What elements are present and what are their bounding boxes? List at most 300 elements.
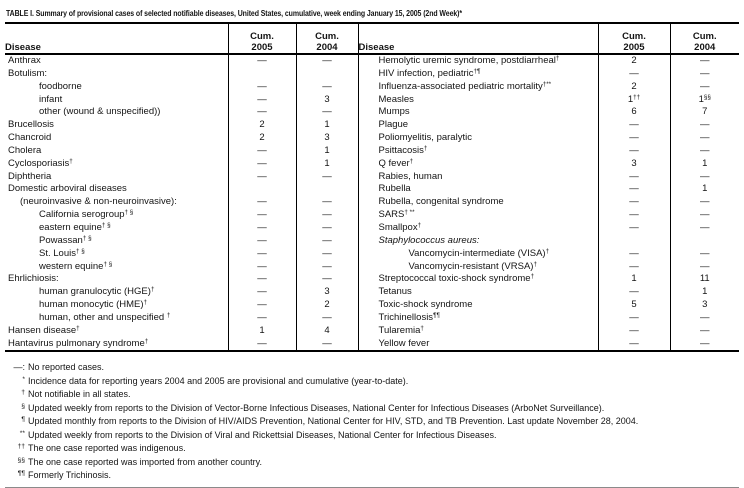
disease-cell-right [358, 132, 598, 145]
cum-2005-cell-right [598, 106, 670, 119]
cum-2005-cell-left [228, 54, 296, 68]
cum-2004-value: — [700, 132, 710, 144]
cum-2005-cell-left [228, 81, 296, 94]
cum-2005-cell-left [228, 132, 296, 145]
disease-name: California serogroup [39, 209, 125, 221]
disease-name: Rubella [378, 183, 411, 195]
footnote-marker-sup: † § [103, 260, 113, 268]
disease-cell-right [358, 158, 598, 171]
table-row [5, 106, 739, 119]
footnote-marker-sup: † [423, 144, 428, 152]
col-header-cum-2005-left [228, 23, 296, 54]
footnote-marker-sup: † [150, 286, 155, 294]
footnote-marker-sup: † [545, 247, 550, 255]
cum-2005-value: — [629, 144, 639, 156]
cum-2005-value: — [257, 55, 267, 66]
cum-2005-value: — [629, 286, 639, 298]
cum-2004-value: 1 [698, 93, 704, 105]
disease-name: Ehrlichiosis: [8, 273, 59, 285]
cum-2004-value: — [322, 106, 332, 118]
cum-2005-value: — [629, 196, 639, 208]
disease-name: SARS [378, 209, 405, 221]
cum-2005-cell-left [228, 338, 296, 352]
cum-2005-value: — [629, 67, 639, 79]
disease-cell-left [5, 171, 228, 184]
cum-2005-cell-right [598, 145, 670, 158]
cum-2005-cell-right [598, 132, 670, 145]
disease-cell-left [5, 196, 228, 209]
value-sup: †† [633, 93, 641, 101]
cum-2004-value: 1 [702, 157, 708, 169]
cum-2004-value: — [700, 311, 710, 323]
cum-2005-value: — [257, 247, 267, 259]
table-row [5, 145, 739, 158]
disease-cell-left [5, 132, 228, 145]
cum-2004-cell-left [296, 248, 358, 261]
cum-2005-cell-right [598, 273, 670, 286]
cum-2005-cell-right [598, 68, 670, 81]
disease-name: Plague [378, 119, 409, 131]
cum-2004-cell-right [670, 171, 739, 184]
disease-cell-right [358, 312, 598, 325]
cum-label: Cum. [250, 31, 274, 42]
footnote-marker-sup: †** [542, 80, 552, 88]
disease-name: foodborne [39, 80, 82, 92]
cum-2004-cell-right [670, 286, 739, 299]
cum-2005-cell-left [228, 286, 296, 299]
cum-2004-cell-right [670, 54, 739, 68]
footnote-marker-sup: † [76, 324, 80, 332]
disease-cell-right [358, 145, 598, 158]
cum-2004-value: — [700, 119, 710, 131]
disease-cell-right [358, 325, 598, 338]
cum-2004-value: — [322, 55, 332, 66]
disease-name: Anthrax [8, 55, 41, 66]
disease-name: Streptococcal toxic-shock syndrome [378, 273, 531, 285]
footnote-marker: † [21, 389, 25, 397]
cum-2005-cell-left [228, 145, 296, 158]
footnote [8, 428, 739, 442]
cum-2004-cell-left [296, 158, 358, 171]
cum-2004-cell-right [670, 312, 739, 325]
cum-2004-value: — [700, 324, 710, 336]
footnote-marker-sup: † § [124, 209, 134, 217]
cum-2004-value: 4 [324, 324, 330, 336]
footnote-marker-sup: † [533, 260, 537, 268]
cum-2004-cell-right [670, 145, 739, 158]
cum-label: Cum. [692, 31, 717, 42]
disease-name: Smallpox [378, 221, 418, 233]
cum-2004-value: — [700, 144, 710, 156]
table-row [5, 119, 739, 132]
cum-2004-cell-right [670, 94, 739, 107]
cum-2005-cell-right [598, 299, 670, 312]
disease-name: Q fever [378, 157, 410, 169]
cum-2005-value: — [257, 144, 267, 156]
cum-2005-cell-left [228, 209, 296, 222]
disease-name: Vancomycin-resistant (VRSA) [408, 260, 534, 272]
disease-cell-right [358, 196, 598, 209]
disease-name: Tularemia [378, 324, 421, 336]
footnote-text: Updated weekly from reports to the Division of Vector-Borne Infectious Diseases, National Center for Infectious Diseases (ArboNet Surveillance). [28, 402, 605, 413]
cum-2005-cell-left [228, 325, 296, 338]
disease-cell-left [5, 94, 228, 107]
footnote-marker-sup: † ** [404, 209, 415, 217]
disease-name: Chancroid [8, 132, 52, 144]
cum-2005-cell-right [598, 325, 670, 338]
disease-cell-left [5, 54, 228, 68]
disease-name: human monocytic (HME) [39, 299, 144, 311]
disease-name: Mumps [378, 106, 410, 118]
cum-2004-cell-left [296, 222, 358, 235]
cum-2005-cell-left [228, 68, 296, 81]
disease-name: Hemolytic uremic syndrome, postdiarrheal [378, 55, 556, 66]
table-row [5, 299, 739, 312]
cum-2004-value: 3 [324, 132, 330, 144]
value-sup: §§ [703, 93, 711, 101]
disease-name: Trichinellosis [378, 311, 434, 323]
cum-2005-value: — [629, 337, 639, 349]
cum-2004-value: — [700, 196, 710, 208]
cum-2004-cell-right [670, 183, 739, 196]
cum-2004-cell-right [670, 81, 739, 94]
cum-2005-value: 1 [631, 273, 637, 285]
footnote [8, 374, 739, 388]
cum-2004-value: — [700, 260, 710, 272]
cum-2004-cell-left [296, 145, 358, 158]
cum-2004-value: 3 [324, 93, 330, 105]
cum-2004-cell-left [296, 261, 358, 274]
cum-2004-cell-left [296, 338, 358, 352]
disease-name: Brucellosis [8, 119, 54, 131]
cum-2004-cell-right [670, 248, 739, 261]
table-row [5, 81, 739, 94]
disease-name: Powassan [39, 234, 83, 246]
cum-2005-cell-left [228, 106, 296, 119]
disease-cell-right [358, 273, 598, 286]
cum-2005-cell-left [228, 171, 296, 184]
cum-2004-cell-left [296, 235, 358, 248]
cum-2005-cell-right [598, 235, 670, 248]
cum-2004-cell-right [670, 158, 739, 171]
disease-name: infant [39, 93, 63, 105]
cum-2005-value: — [629, 119, 639, 131]
cum-2004-cell-left [296, 299, 358, 312]
disease-cell-right [358, 338, 598, 352]
cum-2005-value: — [629, 183, 639, 195]
disease-name: western equine [39, 260, 104, 272]
disease-cell-left [5, 299, 228, 312]
table-row [5, 132, 739, 145]
notifiable-diseases-table [5, 22, 739, 352]
cum-2004-cell-left [296, 273, 358, 286]
cum-2004-cell-right [670, 132, 739, 145]
cum-2005-cell-right [598, 158, 670, 171]
disease-cell-right [358, 248, 598, 261]
disease-name: Vancomycin-intermediate (VISA) [408, 247, 546, 259]
disease-cell-right [358, 209, 598, 222]
cum-2004-value: 7 [702, 106, 708, 118]
footnote [8, 468, 739, 482]
cum-2004-cell-left [296, 183, 358, 196]
disease-name: Staphylococcus aureus: [378, 234, 480, 246]
disease-cell-right [358, 261, 598, 274]
disease-cell-right [358, 68, 598, 81]
disease-cell-left [5, 158, 228, 171]
table-row [5, 312, 739, 325]
disease-cell-right [358, 235, 598, 248]
cum-2004-value: 1 [324, 119, 330, 131]
cum-2005-cell-right [598, 209, 670, 222]
footnote-text: Formerly Trichinosis. [28, 470, 112, 481]
cum-2005-value: — [257, 157, 267, 169]
cum-2004-cell-left [296, 81, 358, 94]
cum-2005-value: 5 [631, 299, 637, 311]
footnote-text: The one case reported was indigenous. [28, 443, 186, 454]
footnote-marker-sup: † § [101, 221, 111, 229]
table-row [5, 222, 739, 235]
cum-2005-cell-right [598, 261, 670, 274]
cum-2004-cell-left [296, 286, 358, 299]
year-2004-label: 2004 [694, 41, 716, 53]
cum-2005-cell-left [228, 94, 296, 107]
table-title: TABLE I. Summary of provisional cases of selected notifiable diseases, United States, cumulative, week ending January 15, 2005 (2nd Week)* [6, 8, 463, 18]
cum-2004-value: — [700, 80, 710, 92]
table-row [5, 235, 739, 248]
cum-2004-value: 1 [702, 286, 708, 298]
cum-2005-cell-right [598, 183, 670, 196]
table-row [5, 196, 739, 209]
header-row [5, 23, 739, 54]
cum-label: Cum. [622, 31, 646, 42]
footnote-marker-sup: † [166, 311, 171, 319]
footnote-text: No reported cases. [28, 362, 105, 373]
disease-name: Cholera [8, 144, 42, 156]
table-row [5, 248, 739, 261]
cum-2005-value: — [257, 337, 267, 349]
footnote-marker-sup: † [417, 221, 422, 229]
disease-cell-left [5, 183, 228, 196]
disease-cell-left [5, 145, 228, 158]
col-header-cum-2005-right [598, 23, 670, 54]
disease-name: Hansen disease [8, 324, 77, 336]
cum-2005-value: — [257, 234, 267, 246]
cum-2004-value: 3 [324, 286, 330, 298]
cum-2005-cell-left [228, 261, 296, 274]
disease-cell-left [5, 81, 228, 94]
disease-name: Measles [378, 93, 414, 105]
cum-2005-cell-right [598, 171, 670, 184]
footnote [8, 455, 739, 469]
footnote-marker: ¶¶ [17, 470, 25, 478]
cum-2004-cell-left [296, 312, 358, 325]
cum-2005-cell-right [598, 248, 670, 261]
year-2005-label: 2005 [623, 41, 645, 53]
footnote-text: Incidence data for reporting years 2004 and 2005 are provisional and cumulative (year-to-date). [28, 375, 409, 386]
cum-2004-cell-left [296, 94, 358, 107]
cum-2004-cell-right [670, 209, 739, 222]
cum-2005-cell-right [598, 338, 670, 352]
cum-2005-value: — [257, 80, 267, 92]
cum-2005-value: — [629, 221, 639, 233]
cum-2005-cell-right [598, 312, 670, 325]
disease-name: Diphtheria [8, 170, 52, 182]
cum-2004-cell-right [670, 196, 739, 209]
disease-name: Rabies, human [378, 170, 443, 182]
cum-2004-value: 1 [324, 144, 330, 156]
col-header-disease-right: Disease [358, 23, 598, 54]
table-body [5, 54, 739, 351]
table-row [5, 68, 739, 81]
footnote-marker-sup: † [420, 324, 424, 332]
cum-2005-value: 2 [259, 132, 265, 144]
cum-2005-value: 3 [631, 157, 637, 169]
cum-2004-value: 1 [702, 183, 708, 195]
table-row [5, 158, 739, 171]
cum-2005-cell-right [598, 222, 670, 235]
disease-cell-right [358, 54, 598, 68]
cum-2004-value: 2 [324, 299, 330, 311]
footnote-text: Updated weekly from reports to the Division of Viral and Rickettsial Diseases, National Center for Infectious Diseases. [28, 429, 497, 440]
cum-2005-cell-left [228, 312, 296, 325]
cum-2005-value: — [629, 324, 639, 336]
disease-cell-right [358, 222, 598, 235]
cum-2005-cell-left [228, 222, 296, 235]
table-row [5, 183, 739, 196]
cum-2005-cell-right [598, 54, 670, 68]
disease-name: St. Louis [39, 247, 76, 259]
cum-2004-value: — [700, 170, 710, 182]
cum-2004-value: — [322, 337, 332, 349]
cum-2004-cell-left [296, 54, 358, 68]
disease-name: eastern equine [39, 221, 102, 233]
disease-cell-right [358, 106, 598, 119]
cum-2005-value: — [629, 170, 639, 182]
cum-2004-value: — [322, 170, 332, 182]
cum-2004-cell-right [670, 68, 739, 81]
table-row [5, 209, 739, 222]
table-row [5, 54, 739, 68]
col-header-cum-2004-right [670, 23, 739, 54]
disease-cell-right [358, 119, 598, 132]
cum-2004-cell-right [670, 119, 739, 132]
cum-2004-value: — [322, 80, 332, 92]
disease-cell-right [358, 81, 598, 94]
disease-name: Domestic arboviral diseases [8, 183, 127, 195]
disease-cell-left [5, 248, 228, 261]
col-header-disease-left: Disease [5, 23, 228, 54]
table-row [5, 286, 739, 299]
disease-cell-left [5, 209, 228, 222]
footnote [8, 362, 739, 374]
footnote-marker-sup: †¶ [473, 67, 481, 75]
cum-2005-value: — [257, 273, 267, 285]
cum-2004-value: 11 [699, 273, 710, 285]
footnote-marker-sup: † [555, 55, 560, 62]
cum-2005-value: — [629, 260, 639, 272]
cum-2005-cell-left [228, 196, 296, 209]
footnote-marker: § [21, 402, 25, 410]
cum-2004-cell-right [670, 273, 739, 286]
disease-name: Botulism: [8, 67, 48, 79]
footnote-marker-sup: ¶¶ [433, 311, 440, 319]
footnote [8, 441, 739, 455]
disease-cell-left [5, 106, 228, 119]
footnote-text: The one case reported was imported from another country. [28, 456, 262, 467]
cum-2005-value: — [257, 93, 267, 105]
disease-cell-left [5, 68, 228, 81]
cum-2005-cell-right [598, 94, 670, 107]
disease-name: Hantavirus pulmonary syndrome [8, 337, 145, 349]
cum-2005-value: 6 [631, 106, 637, 118]
disease-name: Poliomyelitis, paralytic [378, 132, 472, 144]
cum-2004-cell-right [670, 261, 739, 274]
disease-name: Rubella, congenital syndrome [378, 196, 504, 208]
cum-2005-value: — [257, 209, 267, 221]
footnote-marker: §§ [17, 456, 25, 464]
cum-2005-value: — [257, 260, 267, 272]
cum-2005-value: — [257, 196, 267, 208]
cum-2004-value: — [322, 273, 332, 285]
cum-2004-cell-left [296, 196, 358, 209]
table-row [5, 261, 739, 274]
disease-name: Toxic-shock syndrome [378, 299, 473, 311]
disease-name: Yellow fever [378, 337, 430, 349]
cum-2005-value: — [257, 299, 267, 311]
disease-cell-left [5, 338, 228, 352]
cum-2004-value: — [322, 247, 332, 259]
footnote [8, 387, 739, 401]
cum-2004-value: 1 [324, 157, 330, 169]
cum-2005-value: 1 [627, 93, 634, 105]
disease-name: Psittacosis [378, 144, 424, 156]
cum-2004-cell-right [670, 299, 739, 312]
cum-2005-cell-left [228, 183, 296, 196]
disease-cell-right [358, 171, 598, 184]
cum-2005-cell-left [228, 235, 296, 248]
disease-cell-left [5, 119, 228, 132]
cum-2004-value: — [700, 67, 710, 79]
footnote-marker: †† [17, 443, 25, 451]
cum-2004-value: 3 [702, 299, 708, 311]
cum-2004-cell-left [296, 171, 358, 184]
year-2005-label: 2005 [251, 41, 273, 53]
cum-2004-cell-left [296, 132, 358, 145]
disease-cell-left [5, 325, 228, 338]
footnote [8, 414, 739, 428]
cum-2005-cell-left [228, 248, 296, 261]
cum-2005-value: 2 [631, 55, 637, 66]
footnote-marker-sup: † [530, 273, 535, 281]
cum-label: Cum. [315, 31, 339, 42]
cum-2004-cell-left [296, 68, 358, 81]
disease-name: Tetanus [378, 286, 412, 298]
col-header-cum-2004-left [296, 23, 358, 54]
cum-2004-value: — [700, 209, 710, 221]
cum-2004-value: — [322, 260, 332, 272]
year-2004-label: 2004 [316, 41, 338, 53]
cum-2004-value: — [700, 55, 710, 66]
cum-2005-cell-left [228, 273, 296, 286]
cum-2005-value: — [257, 106, 267, 118]
footnotes [8, 362, 739, 482]
footnote-text: Not notifiable in all states. [28, 389, 131, 400]
disease-cell-right [358, 286, 598, 299]
cum-2005-cell-right [598, 196, 670, 209]
disease-cell-left [5, 261, 228, 274]
disease-name: HIV infection, pediatric [378, 67, 474, 79]
cum-2004-cell-right [670, 222, 739, 235]
